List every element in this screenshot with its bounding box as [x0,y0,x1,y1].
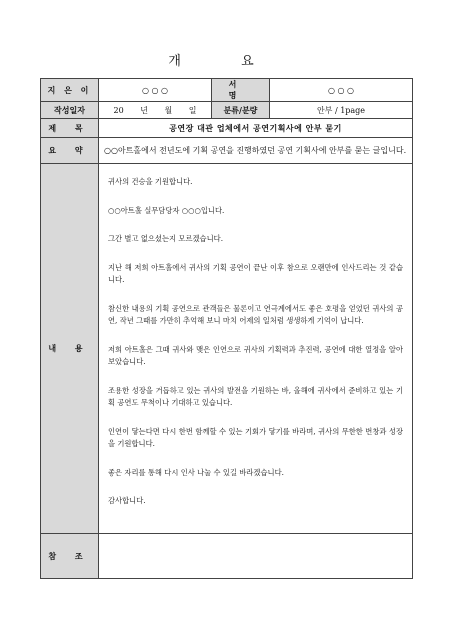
content-row [41,164,413,534]
reference-value [99,534,413,579]
date-label: 작성일자 [41,102,99,119]
content-paragraph: 인연이 닿는다면 다시 한번 함께할 수 있는 기회가 닿기를 바라며, 귀사의 무한한 번창과 성장을 기원합니다. [108,426,403,448]
category-value: 안부 / 1page [270,102,413,119]
content-paragraph: 지난 해 저희 아트홀에서 귀사의 기획 공연이 끝난 이후 참으로 오랜만에 인사드리는 것 같습니다. [108,262,403,284]
subject-row [41,119,413,138]
reference-label: 참 조 [41,534,99,579]
author-value: ○ ○ ○ [99,79,212,102]
content-body [99,164,413,534]
date-value: 20 년 월 일 [99,102,212,119]
signature-value: ○ ○ ○ [270,79,413,102]
reference-row [41,534,413,579]
content-paragraph: 좋은 자리를 통해 다시 인사 나눌 수 있길 바라겠습니다. [108,467,284,477]
overview-form-table [40,78,413,579]
content-paragraph: 감사합니다. [108,496,146,505]
signature-label: 서 명 [212,79,270,102]
content-paragraph: 귀사의 건승을 기원합니다. [108,177,193,186]
content-paragraph: ○○아트홀 실무담당자 ○○○입니다. [108,205,225,215]
author-row [41,79,413,102]
content-paragraph: 저희 아트홀은 그때 귀사와 맺은 인연으로 귀사의 기획력과 추진력, 공연에 대한 열정을 알아보았습니다. [108,344,403,366]
author-label: 지 은 이 [41,79,99,102]
summary-row [41,138,413,164]
content-paragraph: 조용한 성장을 거듭하고 있는 귀사의 발전을 기원하는 바, 올해에 귀사에서 준비하고 있는 기획 공연도 무척이나 기대하고 있습니다. [108,385,403,407]
document-title: 개 요 [168,54,282,69]
content-paragraph: 그간 별고 없으셨는지 모르겠습니다. [108,234,224,243]
summary-value: ○○아트홀에서 전년도에 기획 공연을 진행하였던 공연 기획사에 안부를 묻는 글입니다. [99,138,413,164]
summary-label: 요 약 [41,138,99,164]
subject-value: 공연장 대관 업체에서 공연기획사에 안부 묻기 [99,119,413,138]
subject-label: 제 목 [41,119,99,138]
content-label: 내 용 [41,164,99,534]
category-label: 분류/분량 [212,102,270,119]
content-paragraph: 참신한 내용의 기획 공연으로 관객들은 물론이고 연극계에서도 좋은 호평을 얻었던 귀사의 공연, 작년 그때를 가만히 추억해 보니 마치 어제의 일처럼 생생하게 기억이 납니다. [108,303,403,325]
date-row [41,102,413,119]
